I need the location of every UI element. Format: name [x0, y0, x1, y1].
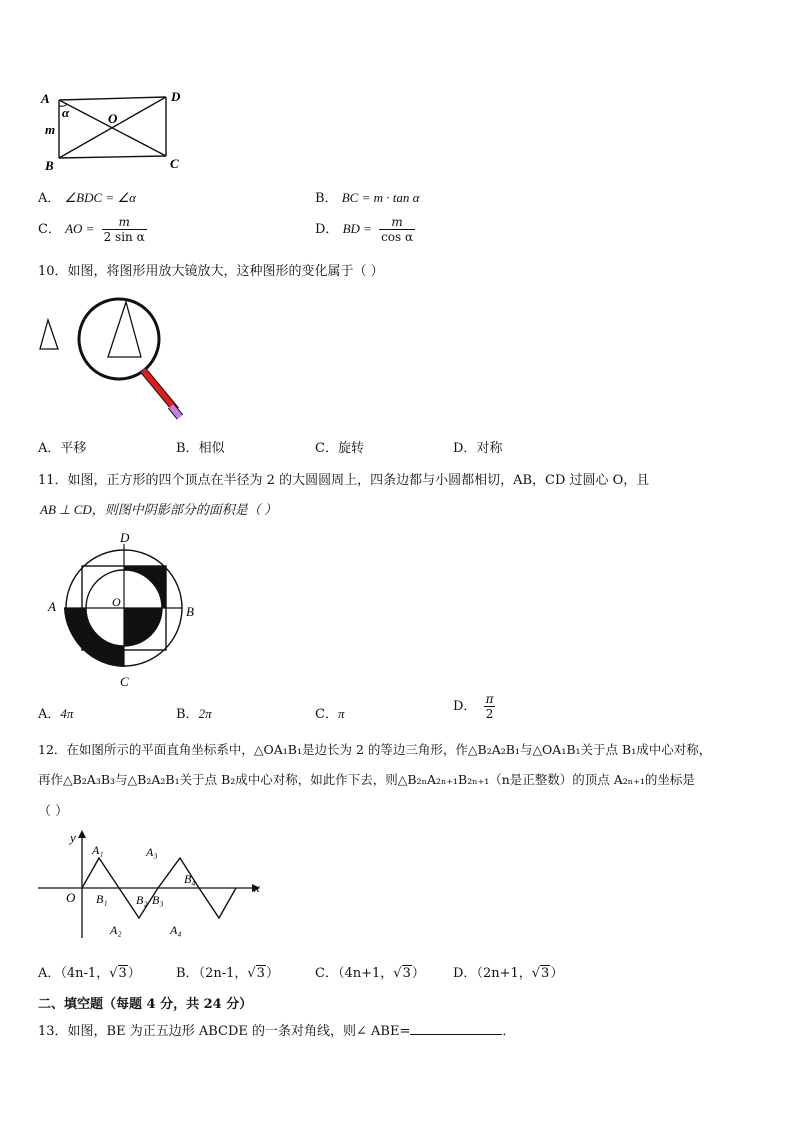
q9-option-c[interactable] [38, 215, 147, 244]
q11-label-A: A [48, 599, 56, 614]
option-letter: A． [38, 191, 61, 206]
fraction-denominator: 2 sin α [103, 230, 145, 244]
q11-label-C: C [120, 674, 129, 689]
q12-option-d[interactable]: D．（2n+1，√3） [453, 966, 564, 981]
fraction [102, 215, 147, 244]
option-close: ） [265, 966, 279, 981]
q12-label-A4: A₄ [170, 923, 182, 937]
fraction [484, 692, 496, 721]
fraction [379, 215, 415, 244]
q11-stem-line2: AB ⊥ CD，则图中阴影部分的面积是（ ） [40, 502, 278, 517]
q12-label-B2: B₂ [136, 893, 148, 907]
q12-stem-line2: 再作△B₂A₃B₃与△B₂A₂B₁关于点 B₂成中心对称，如此作下去，则△B₂ₙA₂ₙ₊₁B₂ₙ₊₁（n是正整数）的顶点 A₂ₙ₊₁的坐标是 [38, 772, 695, 787]
q12-option-b[interactable]: B．（2n-1，√3） [176, 966, 279, 981]
q10-option-c[interactable] [315, 437, 364, 456]
option-close: ） [127, 966, 141, 981]
option-letter: D． [453, 966, 477, 981]
q9-option-b[interactable] [315, 187, 419, 206]
q10-option-d[interactable] [453, 437, 502, 456]
q12-label-x: x [254, 880, 260, 895]
q11-option-d[interactable] [453, 692, 495, 721]
q12-label-y: y [70, 830, 76, 845]
q9-label-B: B [45, 158, 54, 173]
option-text: ∠BDC = ∠α [64, 190, 136, 205]
q11-option-c[interactable] [315, 703, 344, 722]
sqrt-radicand: 3 [541, 966, 550, 981]
option-letter: C． [315, 707, 338, 722]
q9-rectangle-figure [36, 86, 196, 178]
option-letter: B． [315, 191, 338, 206]
option-letter: C． [315, 966, 338, 981]
q12-stem-line3: （ ） [38, 804, 69, 819]
option-text: （2n+1， [476, 966, 532, 981]
q9-label-m: m [45, 122, 56, 137]
fraction-denominator: 2 [485, 707, 494, 721]
q12-label-B3: B₃ [152, 893, 164, 907]
q13-end: ． [502, 1024, 516, 1039]
q13-stem-row [38, 1020, 515, 1039]
q11-label-O: O [112, 595, 121, 609]
option-text: 4π [60, 706, 74, 721]
q12-stem-line1: 12．在如图所示的平面直角坐标系中，△OA₁B₁是边长为 2 的等边三角形，作△B₂A₂B₁与△OA₁B₁关于点 B₁成中心对称， [38, 742, 712, 757]
q12-coordinate-figure [34, 826, 274, 942]
option-lhs: AO = [65, 221, 95, 236]
q10-option-a[interactable] [38, 437, 86, 456]
q12-label-A2: A₂ [110, 923, 122, 937]
option-text: 2π [198, 706, 212, 721]
q11-option-a[interactable] [38, 703, 73, 722]
option-letter: A． [38, 441, 61, 456]
q9-option-d[interactable] [315, 215, 415, 244]
q11-option-b[interactable] [176, 703, 212, 722]
option-text: （2n-1， [198, 966, 248, 981]
option-text: BC = m · tan α [341, 190, 420, 205]
option-letter: C． [38, 222, 61, 237]
q10-magnifier-figure [36, 290, 196, 426]
option-text: 平移 [60, 441, 87, 456]
option-letter: D． [453, 699, 477, 714]
option-letter: C． [315, 441, 338, 456]
q9-option-a[interactable] [38, 187, 136, 206]
q12-label-B4: B₄ [184, 872, 196, 886]
option-letter: D． [315, 222, 339, 237]
q9-label-alpha: α [62, 105, 70, 120]
option-letter: A． [38, 707, 61, 722]
q9-label-A: A [41, 91, 50, 106]
small-triangle-icon [40, 320, 58, 349]
option-letter: A． [38, 966, 61, 981]
option-text: 相似 [198, 441, 225, 456]
option-text: 对称 [476, 441, 503, 456]
option-close: ） [550, 966, 564, 981]
q12-label-A3: A₃ [146, 845, 158, 859]
q10-option-b[interactable] [176, 437, 225, 456]
sqrt-radicand: 3 [256, 966, 265, 981]
q12-label-A1: A₁ [92, 843, 104, 857]
magnifier-lens-icon [79, 299, 159, 379]
fraction-denominator: cos α [381, 230, 414, 244]
q11-circle-square-figure [44, 530, 204, 690]
q11-label-B: B [186, 604, 194, 619]
option-lhs: BD = [342, 221, 372, 236]
sqrt-radicand: 3 [402, 966, 411, 981]
q9-label-D: D [171, 89, 181, 104]
fraction-numerator: π [485, 692, 494, 706]
q11-label-D: D [120, 530, 130, 545]
q13-stem: 13．如图，BE 为正五边形 ABCDE 的一条对角线，则∠ ABE= [38, 1024, 411, 1039]
sqrt-radicand: 3 [118, 966, 127, 981]
option-text: （4n-1， [60, 966, 110, 981]
option-letter: B． [176, 441, 199, 456]
fraction-numerator: m [391, 215, 403, 229]
option-text: （4n+1， [337, 966, 394, 981]
option-letter: D． [453, 441, 477, 456]
large-triangle-icon [108, 302, 141, 357]
option-close: ） [411, 966, 425, 981]
q12-label-B1: B₁ [96, 892, 108, 906]
fraction-numerator: m [118, 215, 130, 229]
answer-blank[interactable] [410, 1022, 502, 1035]
q12-label-O: O [66, 890, 76, 905]
q10-stem: 10．如图，将图形用放大镜放大，这种图形的变化属于（ ） [38, 264, 384, 279]
q12-option-c[interactable]: C．（4n+1，√3） [315, 966, 425, 981]
option-text: 旋转 [337, 441, 364, 456]
q12-option-a[interactable]: A．（4n-1，√3） [38, 966, 141, 981]
q11-stem-line1: 11．如图，正方形的四个顶点在半径为 2 的大圆圆周上，四条边都与小圆都相切，AB，CD 过圆心 O，且 [38, 473, 650, 488]
option-letter: B． [176, 707, 199, 722]
option-letter: B． [176, 966, 199, 981]
option-text: π [337, 706, 345, 721]
q9-label-O: O [108, 111, 118, 126]
q9-label-C: C [170, 156, 179, 171]
section-title: 二、填空题（每题 4 分，共 24 分） [38, 997, 253, 1012]
